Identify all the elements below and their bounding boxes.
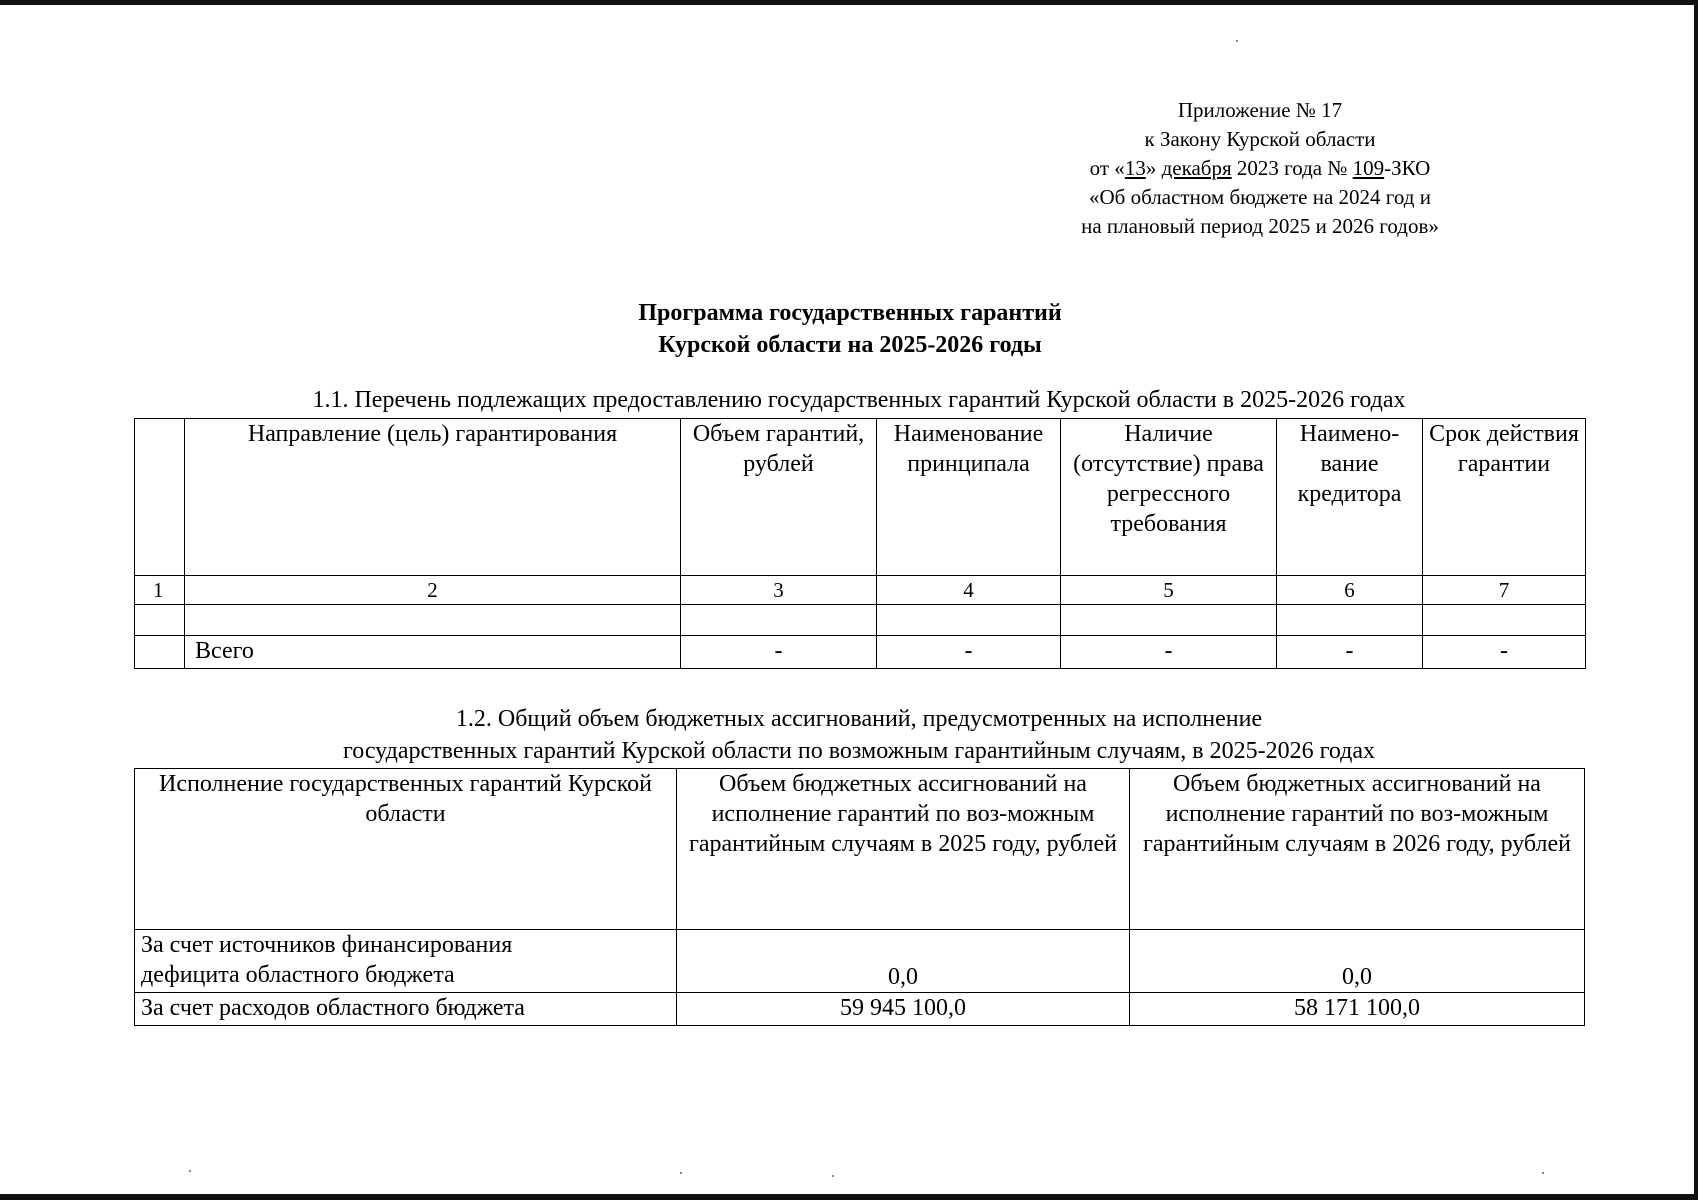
value-2026: 58 171 100,0 [1130, 993, 1585, 1026]
appropriations-table [134, 768, 1585, 1026]
total-value: - [1061, 636, 1277, 669]
value-2025: 0,0 [677, 930, 1130, 993]
scan-speck [189, 1170, 191, 1172]
section-1-heading: 1.1. Перечень подлежащих предоставлению государственных гарантий Курской области в 2025-2026 годах [312, 387, 1406, 413]
appendix-date-mid: » [1145, 156, 1162, 180]
empty-cell [681, 605, 877, 636]
scan-speck [832, 1175, 834, 1177]
scan-edge-bottom [0, 1194, 1698, 1200]
header-cell-purpose: Направление (цель) гарантирования [185, 419, 681, 576]
row-label [135, 930, 677, 993]
total-value: - [1423, 636, 1586, 669]
table-header-row [135, 769, 1585, 930]
header-cell-execution: Исполнение государственных гарантий Курской области [135, 769, 677, 930]
total-value: - [681, 636, 877, 669]
row-label-line-2: дефицита областного бюджета [141, 962, 455, 988]
appendix-date-day: 13 [1124, 156, 1146, 180]
table-row [135, 993, 1585, 1026]
appendix-date-prefix: от « [1089, 156, 1125, 180]
empty-cell [185, 605, 681, 636]
guarantees-list-table [134, 418, 1586, 669]
row-label: За счет расходов областного бюджета [135, 993, 677, 1026]
appendix-line-2: к Закону Курской области [1144, 127, 1376, 151]
total-value: - [1277, 636, 1423, 669]
column-number: 3 [681, 576, 877, 605]
header-cell-recourse: Наличие (отсутствие) права регрессного требования [1061, 419, 1277, 576]
column-number: 7 [1423, 576, 1586, 605]
appendix-date-year: 2023 года № [1231, 156, 1353, 180]
scan-edge-right [1694, 0, 1698, 1200]
empty-row [135, 605, 1586, 636]
empty-cell [135, 636, 185, 669]
header-cell-creditor: Наимено-вание кредитора [1277, 419, 1423, 576]
value-2025: 59 945 100,0 [677, 993, 1130, 1026]
column-number: 6 [1277, 576, 1423, 605]
section-2-heading-line-2: государственных гарантий Курской области по возможным гарантийным случаям, в 2025-2026 годах [343, 738, 1375, 764]
appendix-date-month: декабря [1161, 156, 1232, 180]
scan-speck [1236, 40, 1238, 42]
scan-edge-top [0, 0, 1698, 5]
appendix-line-3 [1040, 154, 1480, 183]
appendix-law-suffix: -ЗКО [1384, 156, 1431, 180]
empty-cell [877, 605, 1061, 636]
header-cell-index [135, 419, 185, 576]
table-header-row [135, 419, 1586, 576]
appendix-law-number: 109 [1352, 156, 1385, 180]
section-2-heading-line-1: 1.2. Общий объем бюджетных ассигнований, предусмотренных на исполнение [455, 706, 1263, 732]
column-number: 1 [135, 576, 185, 605]
header-cell-2026: Объем бюджетных ассигнований на исполнение гарантий по воз-можным гарантийным случаям в 2026 году, рублей [1130, 769, 1585, 930]
scan-speck [1542, 1172, 1544, 1174]
appendix-reference [1040, 96, 1480, 241]
appendix-line-5: на плановый период 2025 и 2026 годов» [1081, 214, 1439, 238]
section-2-heading [134, 703, 1584, 767]
column-number-row [135, 576, 1586, 605]
header-cell-2025: Объем бюджетных ассигнований на исполнение гарантий по воз-можным гарантийным случаям в 2025 году, рублей [677, 769, 1130, 930]
title-line-2: Курской области на 2025-2026 годы [658, 332, 1042, 358]
empty-cell [1061, 605, 1277, 636]
appendix-line-1: Приложение № 17 [1177, 98, 1343, 122]
empty-cell [135, 605, 185, 636]
header-cell-principal: Наименование принципала [877, 419, 1061, 576]
row-label-line-1: За счет источников финансирования [141, 932, 513, 958]
header-cell-amount: Объем гарантий, рублей [681, 419, 877, 576]
document-title [420, 297, 1280, 361]
title-line-1: Программа государственных гарантий [638, 300, 1062, 326]
value-2026: 0,0 [1130, 930, 1585, 993]
total-value: - [877, 636, 1061, 669]
scan-speck [680, 1172, 682, 1174]
table-row [135, 930, 1585, 993]
empty-cell [1423, 605, 1586, 636]
column-number: 4 [877, 576, 1061, 605]
column-number: 5 [1061, 576, 1277, 605]
total-row [135, 636, 1586, 669]
header-cell-term: Срок действия гарантии [1423, 419, 1586, 576]
appendix-line-4: «Об областном бюджете на 2024 год и [1089, 185, 1431, 209]
column-number: 2 [185, 576, 681, 605]
total-label: Всего [185, 636, 681, 669]
empty-cell [1277, 605, 1423, 636]
